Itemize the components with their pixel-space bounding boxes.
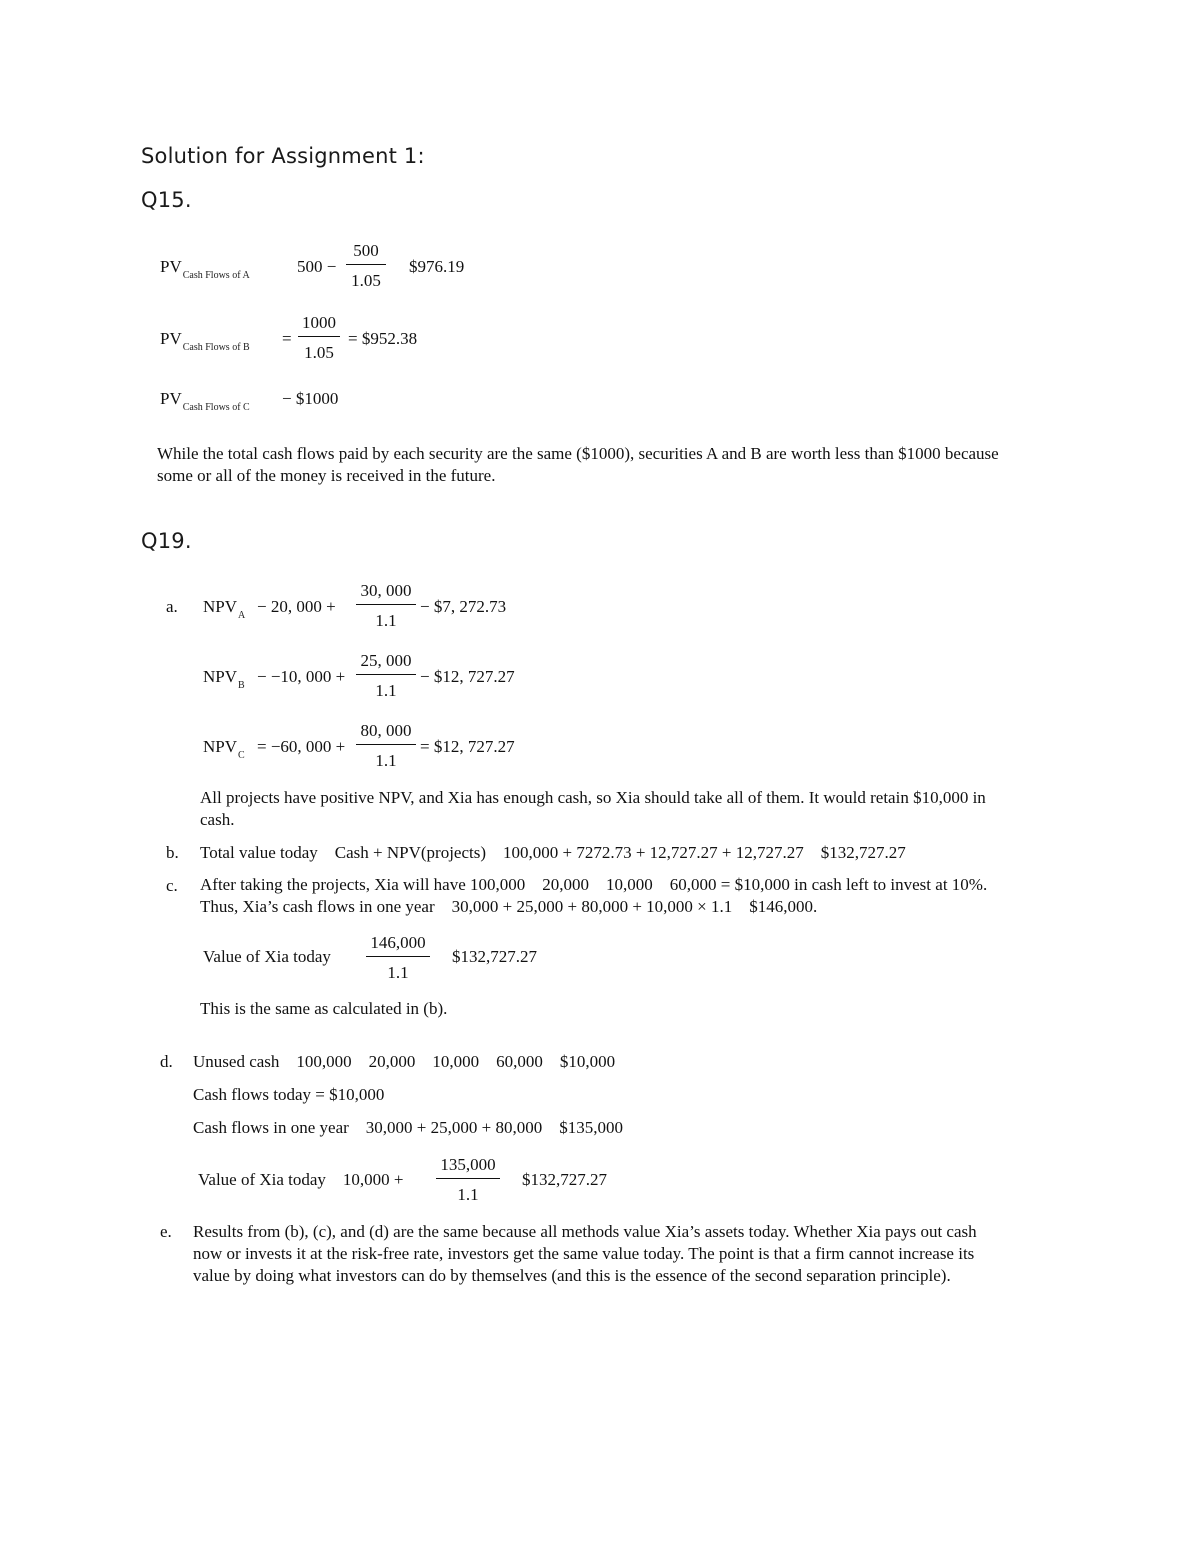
pv-b-fraction	[298, 313, 340, 363]
part-a-marker: a.	[166, 597, 178, 616]
pv-a-denominator: 1.05	[351, 271, 381, 290]
pv-b-numerator: 1000	[298, 313, 340, 337]
pv-a-result: $976.19	[409, 257, 465, 276]
npv-a-numerator: 30, 000	[356, 581, 416, 605]
npv-b-numerator: 25, 000	[356, 651, 416, 675]
part-d-cash-today: Cash flows today = $10,000	[193, 1085, 385, 1104]
part-a-note: All projects have positive NPV, and Xia has enough cash, so Xia should take all of them. It would retain $10,000 in cash.	[200, 788, 986, 829]
pv-c-result: − $1000	[282, 389, 339, 408]
npv-a-symbol: NPV	[203, 597, 238, 616]
pv-a-label	[160, 257, 250, 281]
part-d-numerator: 135,000	[436, 1155, 500, 1179]
pv-c-label	[160, 389, 250, 413]
part-e-text: Results from (b), (c), and (d) are the same because all methods value Xia’s assets today. Whether Xia pays out cash now or invests it at the risk-free rate, investors get the same value today. The point is that a firm cannot increase its value by doing what investors can do by themselves (and this is the essence of the second separation principle).	[193, 1222, 977, 1285]
pv-a-symbol: PV	[160, 257, 182, 276]
part-d-denominator: 1.1	[457, 1185, 479, 1204]
part-c-fraction	[366, 933, 430, 983]
pv-b-denominator: 1.05	[304, 343, 334, 362]
npv-c-result: = $12, 727.27	[420, 737, 515, 756]
npv-c-fraction	[356, 721, 416, 771]
part-d-unused-cash: Unused cash 100,000 20,000 10,000 60,000 $10,000	[193, 1052, 616, 1071]
pv-b-subscript: Cash Flows of B	[182, 342, 250, 353]
part-d-cash-one-year: Cash flows in one year 30,000 + 25,000 + 80,000 $135,000	[193, 1118, 623, 1137]
q15-note: While the total cash flows paid by each security are the same ($1000), securities A and B are worth less than $1000 because some or all of the money is received in the future.	[157, 444, 999, 485]
npv-c-denominator: 1.1	[375, 751, 397, 770]
part-c-marker: c.	[166, 876, 178, 895]
part-c-text: After taking the projects, Xia will have 100,000 20,000 10,000 60,000 = $10,000 in cash left to invest at 10%. Thus, Xia’s cash flows in one year 30,000 + 25,000 + 80,000 + 10,000 × 1.1 $146,000.	[200, 875, 992, 916]
pv-b-label	[160, 329, 250, 353]
pv-a-fraction	[346, 241, 386, 291]
npv-a-pre: − 20, 000 +	[257, 597, 336, 616]
npv-b-denominator: 1.1	[375, 681, 397, 700]
pv-a-subscript: Cash Flows of A	[182, 270, 250, 281]
part-d-value-label: Value of Xia today 10,000 +	[198, 1170, 404, 1189]
pv-b-result: = $952.38	[348, 329, 418, 348]
part-c-value-label: Value of Xia today	[203, 947, 331, 966]
pv-b-pre: =	[282, 329, 292, 348]
npv-c-numerator: 80, 000	[356, 721, 416, 745]
pv-c-symbol: PV	[160, 389, 182, 408]
npv-a-label	[203, 597, 246, 621]
npv-b-label	[203, 667, 245, 691]
npv-c-label	[203, 737, 245, 761]
npv-c-symbol: NPV	[203, 737, 238, 756]
part-b-marker: b.	[166, 843, 179, 862]
part-c-note: This is the same as calculated in (b).	[200, 999, 448, 1018]
part-e-marker: e.	[160, 1222, 172, 1241]
npv-a-denominator: 1.1	[375, 611, 397, 630]
part-d-fraction	[436, 1155, 500, 1205]
npv-c-pre: = −60, 000 +	[257, 737, 346, 756]
npv-c-subscript: C	[238, 750, 245, 761]
npv-a-fraction	[356, 581, 416, 631]
part-b-text: Total value today Cash + NPV(projects) 100,000 + 7272.73 + 12,727.27 + 12,727.27 $132,727.27	[200, 843, 906, 862]
pv-a-numerator: 500	[346, 241, 386, 265]
pv-a-pre: 500 −	[297, 257, 337, 276]
npv-b-subscript: B	[238, 680, 245, 691]
npv-b-pre: − −10, 000 +	[257, 667, 346, 686]
part-c-numerator: 146,000	[366, 933, 430, 957]
part-d-result: $132,727.27	[522, 1170, 607, 1189]
npv-b-fraction	[356, 651, 416, 701]
page-title: Solution for Assignment 1:	[141, 144, 425, 168]
pv-c-subscript: Cash Flows of C	[182, 402, 250, 413]
part-c-result: $132,727.27	[452, 947, 537, 966]
npv-b-result: − $12, 727.27	[420, 667, 515, 686]
npv-a-subscript: A	[238, 610, 246, 621]
q15-heading: Q15.	[141, 188, 192, 212]
npv-a-result: − $7, 272.73	[420, 597, 507, 616]
part-d-marker: d.	[160, 1052, 173, 1071]
q19-heading: Q19.	[141, 529, 192, 553]
npv-b-symbol: NPV	[203, 667, 238, 686]
part-c-denominator: 1.1	[387, 963, 409, 982]
pv-b-symbol: PV	[160, 329, 182, 348]
